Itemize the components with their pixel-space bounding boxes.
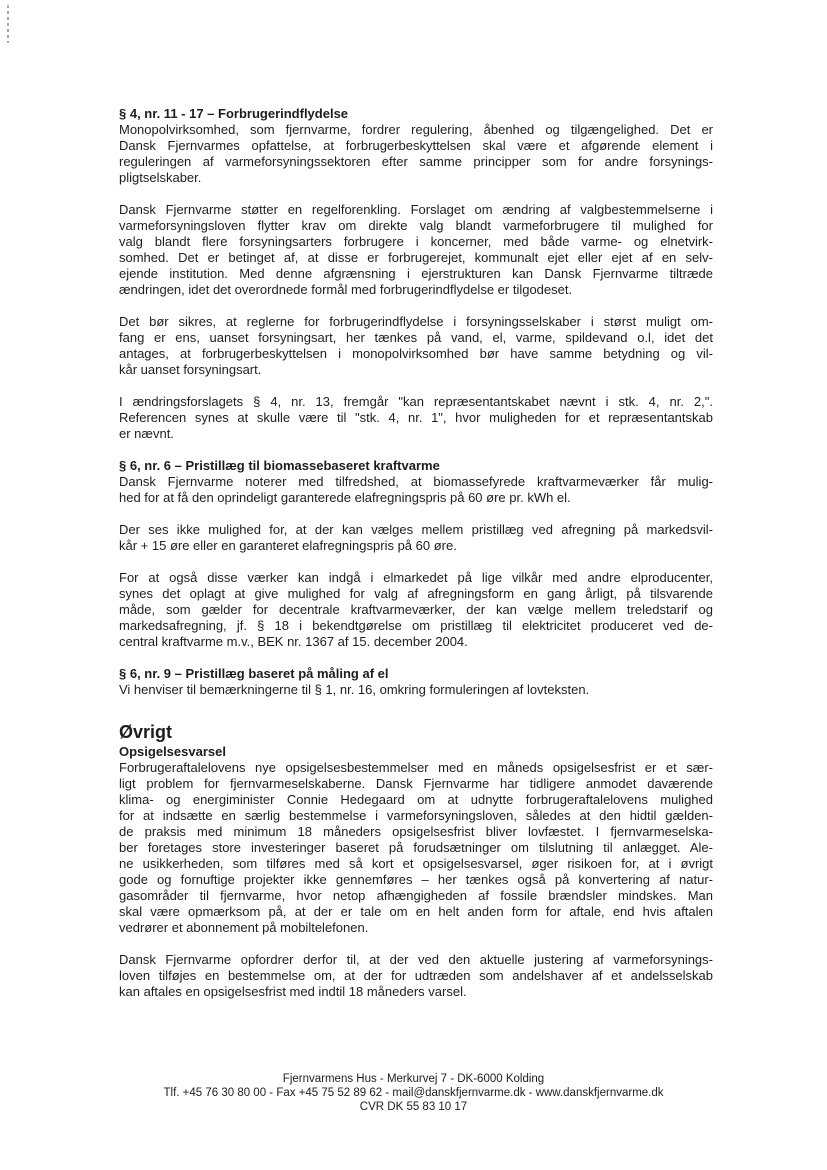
text-line: Dansk Fjernvarme noterer med tilfredshed, at biomassefyrede kraftvarmeværker får mulig-	[119, 474, 713, 489]
text-line: kår uanset forsyningsart.	[119, 362, 262, 377]
text-line: er nævnt.	[119, 426, 174, 441]
text-line: reguleringen af varmeforsyningssektoren efter samme principper som for andre forsynings-	[119, 154, 713, 169]
text-line: central kraftvarme m.v., BEK nr. 1367 af 15. december 2004.	[119, 634, 468, 649]
paragraph	[119, 682, 713, 698]
footer-address: Fjernvarmens Hus - Merkurvej 7 - DK-6000 Kolding	[282, 1073, 545, 1085]
document-content	[119, 106, 713, 1000]
text-line: Referencen synes at skulle være til "stk. 4, nr. 1", hvor muligheden for et repræsentantskab	[119, 410, 713, 425]
text-line: For at også disse værker kan indgå i elmarkedet på lige vilkår med andre elproducenter,	[119, 570, 713, 585]
text-line: de praksis med minimum 18 måneders opsigelsesfrist bliver lovfæstet. I fjernvarmeselska-	[119, 824, 713, 839]
text-line: gasområder til fjernvarme, hvor netop afhængigheden af fossile brændsler mindskes. Man	[119, 888, 713, 903]
text-line: kan aftales en opsigelsesfrist med indtil 18 måneders varsel.	[119, 984, 467, 999]
page-footer	[0, 1072, 827, 1114]
text-line: synes det oplagt at give mulighed for valg af afregningsform en gang årligt, på tilsvarende	[119, 586, 713, 601]
paragraph	[119, 394, 713, 442]
section-heading-par6-nr6: § 6, nr. 6 – Pristillæg til biomassebaseret kraftvarme	[119, 458, 440, 473]
paragraph	[119, 570, 713, 650]
paragraph	[119, 122, 713, 186]
text-line: ne usikkerheden, som tilføres med så kort et opsigelsesvarsel, øger risikoen for, at i øvrigt	[119, 856, 713, 871]
text-line: antages, at forbrugerbeskyttelsen i monopolvirksomhed bør have samme betydning og vil-	[119, 346, 713, 361]
text-line: Dansk Fjernvarme støtter en regelforenkling. Forslaget om ændring af valgbestemmelserne i	[119, 202, 713, 217]
paragraph	[119, 314, 713, 378]
paragraph	[119, 202, 713, 298]
text-line: ligt problem for fjernvarmeselskaberne. Dansk Fjernvarme har tidligere anmodet daværende	[119, 776, 713, 791]
text-line: for at indsætte en særlig bestemmelse i varmeforsyningsloven, således at den hidtil gælden-	[119, 808, 713, 823]
text-line: Dansk Fjernvarme opfordrer derfor til, at der ved den aktuelle justering af varmeforsynings-	[119, 952, 713, 967]
text-line: skal være opmærksom på, at der er tale om en helt anden form for aftale, end hvis aftalen	[119, 904, 713, 919]
text-line: pligtselskaber.	[119, 170, 202, 185]
text-line: Forbrugeraftalelovens nye opsigelsesbestemmelser med en måneds opsigelsesfrist er et sær-	[119, 760, 713, 775]
text-line: Monopolvirksomhed, som fjernvarme, fordrer regulering, åbenhed og tilgængelighed. Det er	[119, 122, 713, 137]
paragraph	[119, 474, 713, 506]
scan-artifact	[7, 5, 9, 43]
text-line: Det bør sikres, at reglerne for forbrugerindflydelse i forsyningsselskaber i størst muligt om-	[119, 314, 713, 329]
text-line: ber foretages store investeringer baseret på forudsætninger om tilslutning til anlægget. Ale-	[119, 840, 713, 855]
text-line: markedsafregning, jf. § 18 i bekendtgørelse om pristillæg til elektricitet produceret ved de-	[119, 618, 713, 633]
text-line: I ændringsforslagets § 4, nr. 13, fremgår "kan repræsentantskabet nævnt i stk. 4, nr. 2,".	[119, 394, 713, 409]
paragraph	[119, 522, 713, 554]
text-line: somhed. Det er betinget af, at disse er forbrugerejet, kommunalt ejet eller ejet af en selv-	[119, 250, 713, 265]
text-line: vedrører et abonnement på mobiltelefonen.	[119, 920, 369, 935]
text-line: valg blandt flere forsyningsarters forbrugere i koncerner, med både varme- og elnetvirk-	[119, 234, 713, 249]
footer-cvr: CVR DK 55 83 10 17	[359, 1101, 468, 1113]
text-line: ejende institution. Med denne afgrænsning i ejerstrukturen kan Dansk Fjernvarme tiltræde	[119, 266, 713, 281]
text-line: ændringen, idet det overordnede formål med forbrugerindflydelse er tilgodeset.	[119, 282, 573, 297]
section-heading-ovrigt: Øvrigt	[119, 722, 173, 742]
paragraph	[119, 760, 713, 936]
section-heading-par4: § 4, nr. 11 - 17 – Forbrugerindflydelse	[119, 106, 349, 121]
section-heading-par6-nr9: § 6, nr. 9 – Pristillæg baseret på måling af el	[119, 666, 389, 681]
footer-contact: Tlf. +45 76 30 80 00 - Fax +45 75 52 89 62 - mail@danskfjernvarme.dk - www.danskfjernvarme.dk	[163, 1087, 664, 1099]
text-line: klima- og energiminister Connie Hedegaard om at udnytte forbrugeraftalelovens mulighed	[119, 792, 713, 807]
text-line: loven tilføjes en bestemmelse om, at der for udtræden som andelshaver af et andelsselskab	[119, 968, 713, 983]
paragraph	[119, 952, 713, 1000]
text-line: fang er ens, uanset forsyningsart, her tænkes på vand, el, varme, spildevand o.l, idet det	[119, 330, 713, 345]
text-line: Dansk Fjernvarmes opfattelse, at forbrugerbeskyttelsen skal være et afgørende element i	[119, 138, 713, 153]
text-line: kår + 15 øre eller en garanteret elafregningspris på 60 øre.	[119, 538, 457, 553]
text-line: Vi henviser til bemærkningerne til § 1, nr. 16, omkring formuleringen af lovteksten.	[119, 682, 590, 697]
text-line: måde, som gælder for decentrale kraftvarmeværker, der kan vælge mellem treledstarif og	[119, 602, 713, 617]
text-line: hed for at få den oprindeligt garanterede elafregningspris på 60 øre pr. kWh el.	[119, 490, 571, 505]
text-line: Der ses ikke mulighed for, at der kan vælges mellem pristillæg ved afregning på markedsvil-	[119, 522, 713, 537]
text-line: varmeforsyningsloven flytter krav om direkte valg blandt varmeforbrugere til mulighed for	[119, 218, 713, 233]
text-line: gode og fornuftige projekter ikke gennemføres – her tænkes også på konvertering af natur-	[119, 872, 713, 887]
subsection-heading-opsigelsesvarsel: Opsigelsesvarsel	[119, 744, 226, 759]
